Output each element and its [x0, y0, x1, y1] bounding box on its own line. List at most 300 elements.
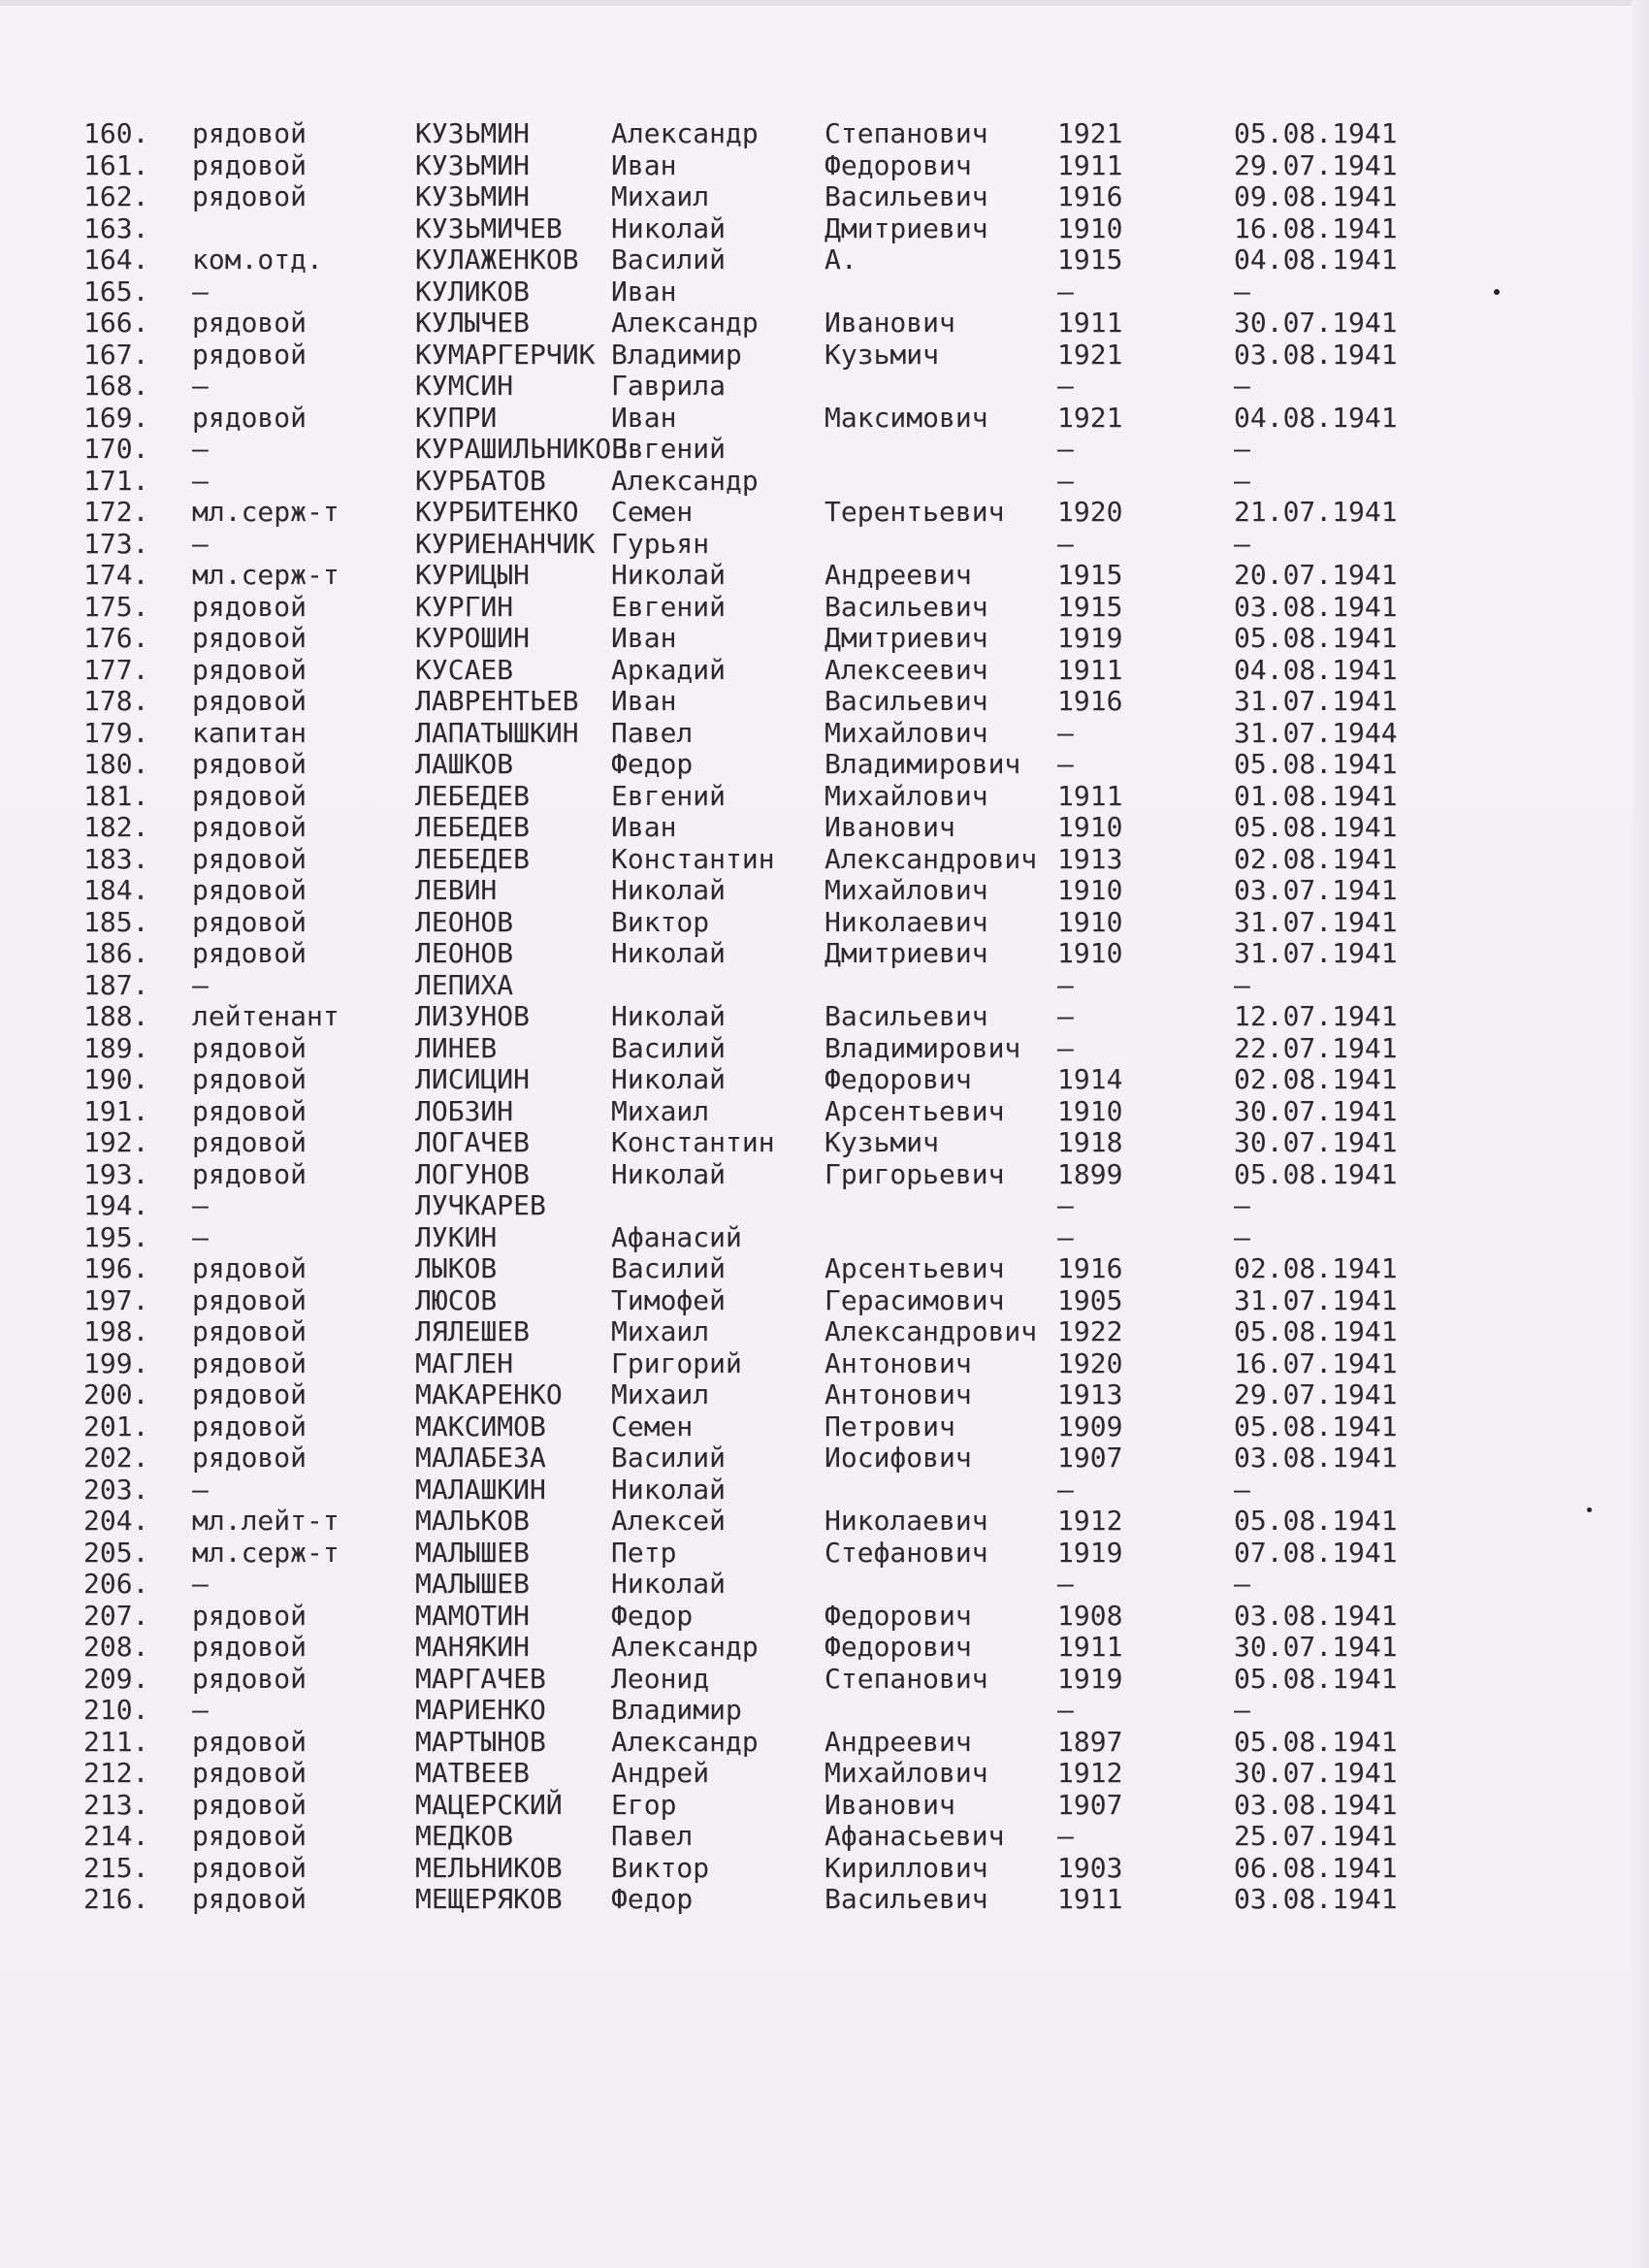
record-rank: рядовой [192, 148, 307, 181]
record-first-name: Тимофей [611, 1283, 727, 1316]
record-first-name: Семен [611, 1409, 694, 1442]
table-row [0, 812, 1649, 844]
record-birth-year: – [1057, 275, 1074, 308]
table-row [0, 749, 1649, 781]
record-birth-year: – [1057, 464, 1074, 497]
record-surname: КУЗЬМИН [415, 148, 531, 181]
record-surname: МАЛАБЕЗА [415, 1442, 546, 1474]
record-birth-year: – [1057, 433, 1074, 465]
record-number: 167. [83, 338, 149, 371]
record-rank: рядовой [192, 779, 307, 812]
record-surname: ЛЕПИХА [415, 968, 514, 1001]
record-surname: МАКСИМОВ [415, 1409, 546, 1442]
record-number: 171. [83, 464, 149, 497]
record-date: 06.08.1941 [1234, 1851, 1398, 1884]
record-number: 208. [83, 1631, 149, 1663]
table-row [0, 1285, 1649, 1317]
record-number: 206. [83, 1568, 149, 1600]
record-number: 181. [83, 779, 149, 812]
record-surname: КУРБАТОВ [415, 464, 546, 497]
record-number: 183. [83, 842, 149, 875]
record-date: 04.08.1941 [1234, 653, 1398, 686]
record-rank: ком.отд. [192, 243, 323, 275]
table-row [0, 1190, 1649, 1222]
table-row [0, 1316, 1649, 1348]
record-rank: рядовой [192, 117, 307, 149]
record-number: 172. [83, 496, 149, 528]
record-rank: рядовой [192, 180, 307, 212]
record-first-name: Евгений [611, 779, 727, 812]
record-number: 203. [83, 1473, 149, 1506]
table-row [0, 1474, 1649, 1507]
record-number: 202. [83, 1442, 149, 1474]
record-surname: КУЛЫЧЕВ [415, 307, 531, 339]
table-row [0, 655, 1649, 687]
record-surname: ЛИЗУНОВ [415, 1000, 531, 1032]
record-first-name: Николай [611, 1000, 727, 1032]
record-first-name: Михаил [611, 1378, 710, 1410]
record-rank: рядовой [192, 590, 307, 623]
record-number: 169. [83, 401, 149, 434]
record-birth-year: 1897 [1057, 1725, 1123, 1758]
record-surname: ЛЕБЕДЕВ [415, 842, 531, 875]
record-number: 201. [83, 1409, 149, 1442]
record-number: 214. [83, 1820, 149, 1852]
record-patronymic: Михайлович [824, 1757, 988, 1789]
record-first-name: Виктор [611, 1851, 710, 1884]
record-first-name: Александр [611, 464, 759, 497]
record-first-name: Григорий [611, 1346, 742, 1379]
record-patronymic: Николаевич [824, 1505, 988, 1537]
record-birth-year: 1903 [1057, 1851, 1123, 1884]
record-birth-year: – [1057, 716, 1074, 749]
record-date: – [1234, 1220, 1250, 1253]
record-date: 05.08.1941 [1234, 1409, 1398, 1442]
record-patronymic: Григорьевич [824, 1157, 1005, 1190]
table-row [0, 1411, 1649, 1443]
record-surname: МАТВЕЕВ [415, 1757, 531, 1789]
record-birth-year: 1911 [1057, 148, 1123, 181]
record-first-name: Евгений [611, 433, 727, 465]
record-patronymic: Дмитриевич [824, 622, 988, 654]
record-first-name: Константин [611, 1126, 775, 1158]
record-rank: рядовой [192, 874, 307, 906]
record-number: 193. [83, 1157, 149, 1190]
record-surname: КУЗЬМИН [415, 117, 531, 149]
record-number: 164. [83, 243, 149, 275]
record-first-name: Александр [611, 1631, 759, 1663]
record-patronymic: Степанович [824, 117, 988, 149]
record-rank: – [192, 370, 209, 402]
record-first-name: Александр [611, 307, 759, 339]
record-date: 30.07.1941 [1234, 1126, 1398, 1158]
table-row [0, 907, 1649, 939]
record-rank: – [192, 275, 209, 308]
record-first-name: Гурьян [611, 527, 710, 560]
record-rank: рядовой [192, 338, 307, 371]
record-surname: КУРГИН [415, 590, 514, 623]
table-row [0, 1538, 1649, 1570]
record-first-name: Леонид [611, 1662, 710, 1695]
record-date: 31.07.1941 [1234, 937, 1398, 969]
record-date: – [1234, 968, 1250, 1001]
record-birth-year: 1910 [1057, 811, 1123, 843]
record-date: 05.08.1941 [1234, 1662, 1398, 1695]
record-patronymic: Владимирович [824, 748, 1021, 780]
record-first-name: Иван [611, 148, 677, 181]
table-row [0, 1790, 1649, 1822]
record-number: 209. [83, 1662, 149, 1695]
table-row [0, 1664, 1649, 1696]
record-surname: ЛАВРЕНТЬЕВ [415, 685, 579, 717]
table-row [0, 844, 1649, 876]
record-rank: – [192, 1694, 209, 1726]
record-surname: КУРБИТЕНКО [415, 496, 579, 528]
record-date: 31.07.1941 [1234, 1283, 1398, 1316]
record-surname: МАМОТИН [415, 1599, 531, 1632]
record-surname: КУПРИ [415, 401, 498, 434]
record-surname: ЛАПАТЫШКИН [415, 716, 579, 749]
record-date: 29.07.1941 [1234, 1378, 1398, 1410]
record-first-name: Михаил [611, 1094, 710, 1127]
record-rank: рядовой [192, 1788, 307, 1821]
record-rank: рядовой [192, 811, 307, 843]
record-number: 162. [83, 180, 149, 212]
record-rank: – [192, 527, 209, 560]
record-first-name: Иван [611, 622, 677, 654]
record-date: – [1234, 1473, 1250, 1506]
record-patronymic: Арсентьевич [824, 1094, 1005, 1127]
record-birth-year: 1913 [1057, 1378, 1123, 1410]
record-surname: ЛОГАЧЕВ [415, 1126, 531, 1158]
record-date: 30.07.1941 [1234, 1757, 1398, 1789]
record-birth-year: – [1057, 1473, 1074, 1506]
record-patronymic: А. [824, 243, 857, 275]
record-date: 22.07.1941 [1234, 1031, 1398, 1064]
record-patronymic: Антонович [824, 1346, 972, 1379]
table-row [0, 1758, 1649, 1790]
record-rank: – [192, 1473, 209, 1506]
record-surname: МАЛЬКОВ [415, 1505, 531, 1537]
record-number: 176. [83, 622, 149, 654]
table-row [0, 1127, 1649, 1159]
record-birth-year: 1918 [1057, 1126, 1123, 1158]
record-number: 180. [83, 748, 149, 780]
record-birth-year: 1899 [1057, 1157, 1123, 1190]
record-birth-year: 1910 [1057, 905, 1123, 938]
table-row [0, 938, 1649, 970]
record-surname: КУРИЦЫН [415, 559, 531, 591]
record-date: – [1234, 1568, 1250, 1600]
record-surname: КУЛАЖЕНКОВ [415, 243, 579, 275]
record-patronymic: Андреевич [824, 559, 972, 591]
record-patronymic: Иванович [824, 307, 955, 339]
record-birth-year: 1909 [1057, 1409, 1123, 1442]
record-surname: МЕЛЬНИКОВ [415, 1851, 563, 1884]
record-rank: рядовой [192, 1820, 307, 1852]
record-date: 16.08.1941 [1234, 211, 1398, 244]
table-row [0, 1348, 1649, 1380]
record-first-name: Андрей [611, 1757, 710, 1789]
record-rank: рядовой [192, 1725, 307, 1758]
record-birth-year: 1919 [1057, 1536, 1123, 1569]
record-rank: рядовой [192, 1094, 307, 1127]
record-number: 212. [83, 1757, 149, 1789]
record-birth-year: 1921 [1057, 401, 1123, 434]
record-patronymic: Афанасьевич [824, 1820, 1005, 1852]
record-surname: КУЗЬМИН [415, 180, 531, 212]
record-first-name: Николай [611, 1157, 727, 1190]
record-birth-year: 1916 [1057, 180, 1123, 212]
record-surname: МАЛЫШЕВ [415, 1536, 531, 1569]
record-first-name: Михаил [611, 180, 710, 212]
record-rank: рядовой [192, 1346, 307, 1379]
record-rank: рядовой [192, 748, 307, 780]
record-date: 07.08.1941 [1234, 1536, 1398, 1569]
record-number: 175. [83, 590, 149, 623]
record-patronymic: Федорович [824, 1631, 972, 1663]
record-patronymic: Васильевич [824, 590, 988, 623]
record-number: 178. [83, 685, 149, 717]
record-surname: ЛЕБЕДЕВ [415, 811, 531, 843]
record-first-name: Иван [611, 685, 677, 717]
record-birth-year: 1919 [1057, 1662, 1123, 1695]
record-rank: мл.серж-т [192, 496, 340, 528]
record-birth-year: 1915 [1057, 559, 1123, 591]
record-surname: ЛЯЛЕШЕВ [415, 1315, 531, 1347]
record-number: 179. [83, 716, 149, 749]
record-number: 196. [83, 1252, 149, 1284]
record-first-name: Виктор [611, 905, 710, 938]
table-row [0, 1727, 1649, 1759]
record-patronymic: Андреевич [824, 1725, 972, 1758]
table-row [0, 718, 1649, 750]
record-date: 03.08.1941 [1234, 1883, 1398, 1915]
table-row [0, 1064, 1649, 1096]
record-patronymic: Федорович [824, 1599, 972, 1632]
record-first-name: Александр [611, 1725, 759, 1758]
table-row [0, 497, 1649, 529]
record-surname: МАЛЫШЕВ [415, 1568, 531, 1600]
record-birth-year: 1919 [1057, 622, 1123, 654]
record-birth-year: 1922 [1057, 1315, 1123, 1347]
record-number: 205. [83, 1536, 149, 1569]
record-surname: КУМСИН [415, 370, 514, 402]
record-surname: МАНЯКИН [415, 1631, 531, 1663]
record-date: 31.07.1941 [1234, 905, 1398, 938]
record-patronymic: Стефанович [824, 1536, 988, 1569]
table-row [0, 308, 1649, 340]
record-date: – [1234, 464, 1250, 497]
record-date: – [1234, 275, 1250, 308]
record-number: 189. [83, 1031, 149, 1064]
record-birth-year: 1920 [1057, 1346, 1123, 1379]
record-patronymic: Михайлович [824, 716, 988, 749]
record-rank: рядовой [192, 1378, 307, 1410]
record-first-name: Семен [611, 496, 694, 528]
record-number: 199. [83, 1346, 149, 1379]
table-row [0, 1442, 1649, 1474]
record-date: 03.08.1941 [1234, 1442, 1398, 1474]
record-date: 05.08.1941 [1234, 1157, 1398, 1190]
record-rank: рядовой [192, 905, 307, 938]
record-birth-year: 1912 [1057, 1757, 1123, 1789]
record-first-name: Гаврила [611, 370, 727, 402]
table-row [0, 970, 1649, 1002]
record-birth-year: 1916 [1057, 685, 1123, 717]
record-rank: рядовой [192, 653, 307, 686]
record-surname: МАРТЫНОВ [415, 1725, 546, 1758]
record-rank: мл.серж-т [192, 559, 340, 591]
record-birth-year: 1910 [1057, 1094, 1123, 1127]
record-surname: МАЦЕРСКИЙ [415, 1788, 563, 1821]
record-patronymic: Петрович [824, 1409, 955, 1442]
table-row [0, 623, 1649, 655]
record-first-name: Николай [611, 559, 727, 591]
record-date: 30.07.1941 [1234, 1094, 1398, 1127]
record-number: 200. [83, 1378, 149, 1410]
record-surname: КУРАШИЛЬНИКОВ [415, 433, 629, 465]
record-rank: рядовой [192, 1662, 307, 1695]
record-rank: рядовой [192, 685, 307, 717]
record-patronymic: Иванович [824, 811, 955, 843]
record-first-name: Иван [611, 811, 677, 843]
record-number: 160. [83, 117, 149, 149]
record-patronymic: Васильевич [824, 1883, 988, 1915]
record-birth-year: 1911 [1057, 653, 1123, 686]
record-number: 177. [83, 653, 149, 686]
record-date: – [1234, 433, 1250, 465]
record-birth-year: – [1057, 527, 1074, 560]
record-number: 194. [83, 1189, 149, 1221]
record-surname: КУРОШИН [415, 622, 531, 654]
record-first-name: Николай [611, 1473, 727, 1506]
table-row [0, 340, 1649, 372]
record-number: 173. [83, 527, 149, 560]
record-rank: рядовой [192, 1315, 307, 1347]
table-row [0, 686, 1649, 718]
record-rank: рядовой [192, 1157, 307, 1190]
record-surname: ЛИСИЦИН [415, 1063, 531, 1095]
record-birth-year: 1912 [1057, 1505, 1123, 1537]
record-first-name: Петр [611, 1536, 677, 1569]
record-surname: КУМАРГЕРЧИК [415, 338, 596, 371]
record-birth-year: 1905 [1057, 1283, 1123, 1316]
record-date: 05.08.1941 [1234, 811, 1398, 843]
record-date: 05.08.1941 [1234, 622, 1398, 654]
table-row [0, 560, 1649, 592]
record-date: 30.07.1941 [1234, 307, 1398, 339]
record-birth-year: 1921 [1057, 338, 1123, 371]
record-date: 30.07.1941 [1234, 1631, 1398, 1663]
record-first-name: Василий [611, 243, 727, 275]
record-rank: рядовой [192, 1757, 307, 1789]
record-birth-year: – [1057, 1000, 1074, 1032]
record-rank: рядовой [192, 1283, 307, 1316]
record-surname: МЕЩЕРЯКОВ [415, 1883, 563, 1915]
record-first-name: Аркадий [611, 653, 727, 686]
record-rank: рядовой [192, 1031, 307, 1064]
record-rank: мл.серж-т [192, 1536, 340, 1569]
record-patronymic: Дмитриевич [824, 937, 988, 969]
record-first-name: Федор [611, 1883, 694, 1915]
record-surname: ЛУЧКАРЕВ [415, 1189, 546, 1221]
record-patronymic: Максимович [824, 401, 988, 434]
record-birth-year: 1910 [1057, 937, 1123, 969]
record-birth-year: 1913 [1057, 842, 1123, 875]
record-patronymic: Михайлович [824, 779, 988, 812]
record-first-name: Павел [611, 1820, 694, 1852]
record-date: 05.08.1941 [1234, 1505, 1398, 1537]
record-birth-year: – [1057, 1031, 1074, 1064]
record-patronymic: Герасимович [824, 1283, 1005, 1316]
record-number: 211. [83, 1725, 149, 1758]
record-number: 166. [83, 307, 149, 339]
record-surname: ЛИНЕВ [415, 1031, 498, 1064]
record-surname: ЛЕОНОВ [415, 937, 514, 969]
record-patronymic: Александрович [824, 842, 1038, 875]
table-row [0, 1159, 1649, 1191]
record-number: 204. [83, 1505, 149, 1537]
record-surname: ЛОБЗИН [415, 1094, 514, 1127]
record-number: 191. [83, 1094, 149, 1127]
table-row [0, 1632, 1649, 1664]
record-patronymic: Антонович [824, 1378, 972, 1410]
record-date: 05.08.1941 [1234, 1315, 1398, 1347]
record-surname: КУСАЕВ [415, 653, 514, 686]
record-birth-year: 1911 [1057, 307, 1123, 339]
record-number: 215. [83, 1851, 149, 1884]
record-number: 192. [83, 1126, 149, 1158]
record-rank: рядовой [192, 622, 307, 654]
table-row [0, 1033, 1649, 1065]
record-patronymic: Алексеевич [824, 653, 988, 686]
record-date: 05.08.1941 [1234, 1725, 1398, 1758]
record-rank: рядовой [192, 1883, 307, 1915]
table-row [0, 150, 1649, 182]
record-first-name: Алексей [611, 1505, 727, 1537]
record-birth-year: 1915 [1057, 243, 1123, 275]
table-row [0, 213, 1649, 245]
record-patronymic: Степанович [824, 1662, 988, 1695]
record-patronymic: Дмитриевич [824, 211, 988, 244]
record-date: 01.08.1941 [1234, 779, 1398, 812]
record-first-name: Николай [611, 937, 727, 969]
record-number: 186. [83, 937, 149, 969]
record-rank: рядовой [192, 1126, 307, 1158]
record-number: 210. [83, 1694, 149, 1726]
record-date: 03.08.1941 [1234, 1788, 1398, 1821]
record-patronymic: Арсентьевич [824, 1252, 1005, 1284]
table-row [0, 1821, 1649, 1853]
table-row [0, 875, 1649, 907]
record-date: 02.08.1941 [1234, 1063, 1398, 1095]
record-date: 02.08.1941 [1234, 1252, 1398, 1284]
record-surname: ЛЕБЕДЕВ [415, 779, 531, 812]
record-patronymic: Кузьмич [824, 1126, 940, 1158]
record-surname: КУЗЬМИЧЕВ [415, 211, 563, 244]
record-surname: ЛУКИН [415, 1220, 498, 1253]
record-date: 29.07.1941 [1234, 148, 1398, 181]
record-date: 05.08.1941 [1234, 117, 1398, 149]
record-date: 02.08.1941 [1234, 842, 1398, 875]
record-first-name: Василий [611, 1252, 727, 1284]
record-first-name: Федор [611, 1599, 694, 1632]
record-birth-year: – [1057, 370, 1074, 402]
record-birth-year: – [1057, 748, 1074, 780]
record-date: 16.07.1941 [1234, 1346, 1398, 1379]
record-birth-year: – [1057, 968, 1074, 1001]
